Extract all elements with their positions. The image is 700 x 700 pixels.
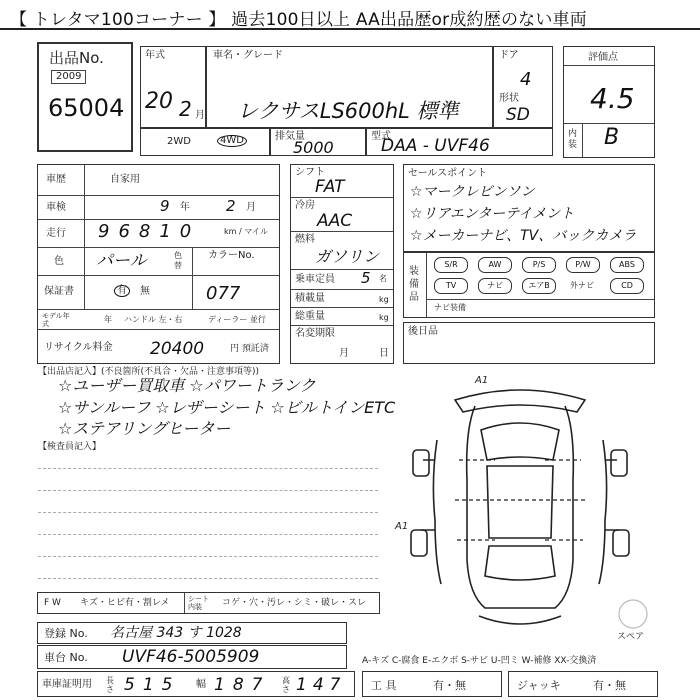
model-value: レクサスLS600hL 標準 <box>237 99 459 123</box>
equip-pw: P/W <box>566 257 600 273</box>
name-change-label: 名変期限 <box>295 328 335 339</box>
jack-box <box>508 671 658 697</box>
displacement-box <box>270 128 366 156</box>
dealer-label: ディーラー 並行 <box>208 315 266 324</box>
legend-text: A-キズ C-腐食 E-エクボ S-サビ U-凹ミ W-補修 XX-交換済 <box>362 656 597 666</box>
tools-label: 工 具 <box>371 679 397 692</box>
mileage-value: 96810 <box>98 221 201 242</box>
registration-row <box>37 622 347 644</box>
delivery-label: 後日品 <box>408 326 438 337</box>
interior-label: 内装 <box>568 129 578 150</box>
width-value: 187 <box>214 675 271 695</box>
warranty-label: 保証書 <box>44 286 74 297</box>
interior-value: B <box>604 125 620 150</box>
type-value: DAA - UVF46 <box>381 136 490 156</box>
year-box <box>140 46 206 128</box>
inspection-year: 年 <box>180 202 190 213</box>
displacement-value: 5000 <box>293 138 334 157</box>
shift-value: FAT <box>315 177 345 197</box>
chassis-label: 車台 No. <box>44 651 88 664</box>
year-value: 20 <box>145 89 173 114</box>
model-year-label: モデル年式 <box>42 312 70 328</box>
header-banner <box>0 0 700 30</box>
inspection-month-value: 2 <box>226 197 236 215</box>
drive-2wd: 2WD <box>167 136 191 147</box>
lot-number: 65004 <box>48 94 125 122</box>
color-no-value: 077 <box>206 283 241 304</box>
equip-ext-navi: 外ナビ <box>570 281 594 290</box>
inspector-label: 【検査員記入】 <box>38 442 102 452</box>
equipment-label: 装備品 <box>409 266 419 303</box>
fw-seat-label: シート 内装 <box>188 595 209 611</box>
model-box <box>206 46 493 128</box>
sales-point-2: ☆リアエンターテイメント <box>410 206 575 222</box>
equip-airbag: エアB <box>522 278 556 294</box>
weight-unit: kg <box>379 313 389 322</box>
year-label: 年式 <box>145 50 165 61</box>
year-month: 2 <box>179 97 192 121</box>
chassis-value: UVF46-5005909 <box>122 647 260 667</box>
lot-label: 出品No. <box>49 49 104 67</box>
diagram-mark-2: A1 <box>395 521 409 532</box>
tools-value: 有・無 <box>433 679 466 692</box>
history-label: 車歴 <box>46 174 66 185</box>
fw-label: F W <box>44 598 61 608</box>
fw-seat-text: コゲ・穴・汚レ・シミ・破レ・スレ <box>222 598 367 608</box>
mileage-label: 走行 <box>46 228 66 239</box>
registration-value: 名古屋 343 す 1028 <box>110 625 242 641</box>
color-no-label: カラーNo. <box>208 250 255 261</box>
tools-box <box>362 671 502 697</box>
fw-text: キズ・ヒビ有・割レメ <box>80 598 170 608</box>
diagram-spare: スペア <box>617 632 645 642</box>
notes-line-1: ☆ユーザー買取車 ☆パワートランク <box>58 376 316 395</box>
diagram-mark-1: A1 <box>475 375 489 386</box>
model-label: 車名・グレード <box>213 50 283 61</box>
name-change-month: 月 <box>339 348 349 359</box>
inspection-month: 月 <box>246 202 256 213</box>
aircon-label: 冷房 <box>295 200 315 211</box>
drive-4wd: 4WD <box>217 135 247 147</box>
door-label: ドア <box>499 50 519 61</box>
aircon-value: AAC <box>317 211 353 231</box>
fuel-label: 燃料 <box>295 234 315 245</box>
shift-label: シフト <box>295 167 325 178</box>
equip-ps: P/S <box>522 257 556 273</box>
chassis-row <box>37 645 347 669</box>
lot-box <box>37 42 133 152</box>
color-label: 色 <box>54 256 64 267</box>
recycle-label: リサイクル料金 <box>44 342 113 353</box>
sales-point-3: ☆メーカーナビ、TV、バックカメラ <box>410 228 637 244</box>
header-banner-text: 【 トレタマ100コーナー 】 過去100日以上 AA出品歴or成約歴のない車両 <box>10 10 587 30</box>
middle-column <box>290 164 394 364</box>
inspection-value: 9 <box>160 197 170 215</box>
fuel-value: ガソリン <box>315 247 380 266</box>
score-value: 4.5 <box>590 82 635 115</box>
color-value: パール <box>96 251 147 271</box>
shape-value: SD <box>506 105 530 125</box>
door-value: 4 <box>520 69 532 90</box>
left-table <box>37 164 280 364</box>
type-label: 型式 <box>371 131 391 142</box>
width-label: 幅 <box>196 679 206 690</box>
navi-equip-label: ナビ装備 <box>434 303 466 312</box>
model-year-unit: 年 <box>104 315 112 324</box>
lot-tag: 2009 <box>51 70 86 84</box>
certificate-label: 車庫証明用 <box>42 679 92 690</box>
sales-points-box <box>403 164 655 252</box>
warranty-has: 有 <box>114 285 130 297</box>
inspection-label: 車検 <box>46 202 66 213</box>
length-value: 515 <box>124 675 181 695</box>
handle-label: ハンドル 左・右 <box>124 315 183 324</box>
equipment-box <box>403 252 655 318</box>
door-box <box>493 46 553 128</box>
fw-row <box>37 592 380 614</box>
notes-label: 【出品店記入】(不良箇所(不具合・欠品・注意事項等)) <box>38 367 260 377</box>
height-value: 147 <box>296 675 347 695</box>
car-diagram <box>395 370 655 640</box>
capacity-unit: 名 <box>379 274 387 283</box>
score-label: 評価点 <box>588 52 618 63</box>
recycle-value: 20400 <box>150 339 205 359</box>
sales-points-label: セールスポイント <box>408 168 488 179</box>
equip-tv: TV <box>434 278 468 294</box>
color-swap: 色替 <box>174 251 182 270</box>
recycle-unit: 円 預託済 <box>230 344 269 354</box>
length-label: 長さ <box>106 676 114 694</box>
sales-point-1: ☆マークレビンソン <box>410 184 535 200</box>
drive-box <box>140 128 270 156</box>
delivery-box <box>403 322 655 364</box>
mileage-unit: km / マイル <box>224 227 269 236</box>
jack-label: ジャッキ <box>517 679 561 692</box>
notes-line-2: ☆サンルーフ ☆レザーシート ☆ビルトインETC <box>58 398 396 417</box>
car-diagram-svg <box>395 370 655 640</box>
score-box <box>563 46 655 158</box>
load-label: 積載量 <box>295 293 325 304</box>
registration-label: 登録 No. <box>44 627 88 640</box>
equip-abs: ABS <box>610 257 644 273</box>
year-month-unit: 月 <box>195 110 205 121</box>
displacement-label: 排気量 <box>275 131 305 142</box>
weight-label: 総重量 <box>295 311 325 322</box>
notes-line-3: ☆ステアリングヒーター <box>58 419 231 438</box>
equip-sr: S/R <box>434 257 468 273</box>
name-change-day: 日 <box>379 348 389 359</box>
capacity-value: 5 <box>361 269 371 287</box>
shape-label: 形状 <box>499 93 519 104</box>
type-box <box>366 128 553 156</box>
equip-cd: CD <box>610 278 644 294</box>
history-value: 自家用 <box>110 174 140 185</box>
warranty-none: 無 <box>140 286 150 297</box>
load-unit: kg <box>379 295 389 304</box>
jack-value: 有・無 <box>593 679 626 692</box>
height-label: 高さ <box>282 676 290 694</box>
certificate-row <box>37 671 355 697</box>
equip-navi: ナビ <box>478 278 512 294</box>
equip-aw: AW <box>478 257 512 273</box>
capacity-label: 乗車定員 <box>295 274 335 285</box>
